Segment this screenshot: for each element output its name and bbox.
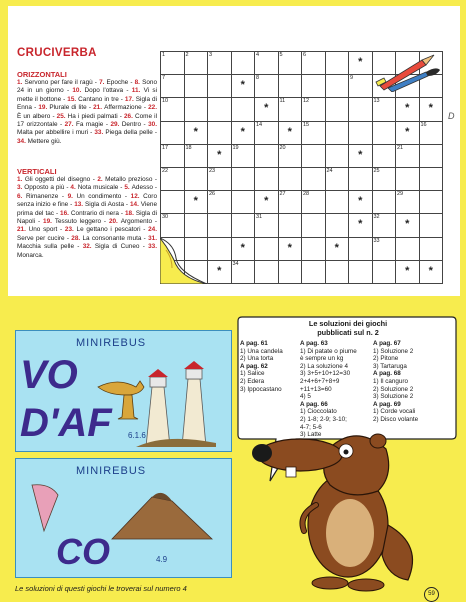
grid-cell[interactable] [302,122,326,145]
solution-item: 1) Salice [240,370,265,378]
lamp-and-lighthouses-icon [96,357,226,447]
grid-cell[interactable] [420,261,444,284]
grid-cell[interactable] [232,191,256,214]
solution-page-heading: A pag. 62 [240,362,268,370]
grid-cell[interactable] [185,214,209,237]
clue-text: Dopo l'ottava - [84,87,132,95]
grid-cell[interactable] [208,145,232,168]
solution-item: 2+4+6+7+8+9 [300,377,340,385]
cell-number: 5 [279,52,283,58]
clue-number: 10. [72,87,85,95]
grid-cell[interactable] [208,238,232,261]
solution-page-heading: A pag. 61 [240,340,268,347]
black-star-marker: * [264,102,269,115]
clue-text: Fa magie - [75,121,111,129]
cell-number: 11 [279,98,286,105]
clue-number: 13. [74,201,85,209]
black-star-marker: * [193,195,198,208]
solution-item: 2) Edera [240,377,265,385]
solution-page-heading: A pag. 63 [300,340,328,347]
black-star-marker: * [428,102,433,115]
grid-cell[interactable] [373,238,397,261]
black-star-marker: * [287,125,292,138]
grid-cell[interactable] [255,98,279,121]
clue-text: Serve per cucire - [17,234,72,242]
black-star-marker: * [193,125,198,138]
grid-cell[interactable] [255,238,279,261]
clue-text: Cantano in tre - [78,95,125,103]
clue-number: 18. [124,209,136,217]
solution-item: +11+13=60 [300,385,332,393]
cell-number: 14 [256,121,263,128]
across-heading: ORIZZONTALI [17,70,67,79]
cell-number: 3 [209,52,213,58]
down-clues [17,176,157,260]
black-star-marker: * [287,241,292,254]
solution-item: 2) Soluzione 2 [373,385,414,393]
clue-number: 33. [148,243,157,251]
clue-number: 6. [17,192,26,200]
pencil-brush-illustration [374,52,442,92]
black-star-marker: * [358,148,363,161]
cell-number: 27 [279,191,286,198]
grid-cell[interactable] [349,191,373,214]
clue-number: 15. [67,95,79,103]
grid-cell[interactable] [279,168,303,191]
black-star-marker: * [405,218,410,231]
grid-cell[interactable] [232,145,256,168]
cell-number: 29 [397,191,404,198]
grid-cell[interactable] [161,52,185,75]
clue-text: Coro senza inizio e fine - [17,192,157,209]
grid-cell[interactable] [302,238,326,261]
grid-cell[interactable] [255,261,279,284]
grid-cell[interactable] [349,145,373,168]
grid-cell[interactable] [161,168,185,191]
grid-cell[interactable] [255,145,279,168]
grid-cell[interactable] [255,52,279,75]
page-curl-illustration [160,238,207,284]
black-star-marker: * [358,218,363,231]
grid-cell[interactable] [373,191,397,214]
solution-item: 1) Il canguro [373,377,409,385]
cell-number: 10 [162,98,169,105]
minirebus-2-panel [15,458,232,578]
clue-number: 22. [148,104,157,112]
clue-number: 23. [64,226,77,234]
grid-cell[interactable] [349,238,373,261]
clue-number: 27. [64,121,76,129]
grid-cell[interactable] [232,238,256,261]
grid-cell[interactable] [396,98,420,121]
cell-number: 19 [232,144,239,151]
grid-cell[interactable] [208,75,232,98]
grid-cell[interactable] [208,214,232,237]
black-star-marker: * [217,148,222,161]
grid-cell[interactable] [326,52,350,75]
cell-number: 30 [162,214,169,221]
grid-cell[interactable] [302,145,326,168]
black-star-marker: * [217,264,222,277]
solution-item: 1) Una candela [240,347,283,355]
black-star-marker: * [334,241,339,254]
clue-number: 4. [70,184,78,192]
clue-number: 20. [108,218,121,226]
grid-cell[interactable] [185,168,209,191]
clue-text: Piega della pelle - [105,129,157,137]
solution-item: 3) Tartaruga [373,362,407,370]
grid-cell[interactable] [255,122,279,145]
solution-item: è sempre un kg [300,355,344,363]
clue-text: Nota musicale - [77,184,125,192]
cell-number: 22 [162,168,169,174]
black-star-marker: * [264,195,269,208]
cell-number: 34 [232,260,239,267]
clue-number: 25. [56,112,68,120]
clue-number: 31. [148,234,157,242]
minirebus-1-code: 6.1.6 [128,431,146,440]
solution-item: 3) Ippocastano [240,385,282,393]
grid-cell[interactable] [208,98,232,121]
clue-number: 26. [124,112,135,120]
grid-cell[interactable] [208,261,232,284]
grid-cell[interactable] [326,122,350,145]
black-star-marker: * [240,241,245,254]
grid-cell[interactable] [279,238,303,261]
grid-cell[interactable] [349,122,373,145]
clue-number: 2. [97,176,106,183]
grid-cell[interactable] [302,98,326,121]
grid-cell[interactable] [279,98,303,121]
grid-cell[interactable] [420,145,444,168]
grid-cell[interactable] [185,191,209,214]
clue-number: 24. [148,226,157,234]
margin-mark: D [448,111,455,121]
grid-cell[interactable] [161,145,185,168]
grid-cell[interactable] [208,122,232,145]
clue-number: 19. [38,104,50,112]
grid-cell[interactable] [161,214,185,237]
grid-cell[interactable] [396,238,420,261]
grid-cell[interactable] [302,191,326,214]
grid-cell[interactable] [279,145,303,168]
clue-text: Servono per fare il ragù - [24,79,100,86]
grid-cell[interactable] [396,168,420,191]
minirebus-2-code: 4.9 [156,555,168,564]
cell-number: 12 [303,98,310,105]
clue-text: Ha i piedi palmati - [67,112,124,120]
clue-text: Malta per abbellire i muri - [17,129,95,137]
clue-number: 5. [124,184,132,192]
grid-cell[interactable] [349,214,373,237]
grid-cell[interactable] [279,261,303,284]
grid-cell[interactable] [326,191,350,214]
clue-number: 12. [130,192,144,200]
clue-text: Sono 24 in un giorno - [17,79,158,95]
clue-number: 30. [148,121,157,129]
solution-page-heading: A pag. 69 [373,400,401,408]
cell-number: 21 [397,144,404,151]
grid-cell[interactable] [373,98,397,121]
grid-cell[interactable] [326,75,350,98]
grid-cell[interactable] [396,122,420,145]
grid-cell[interactable] [255,168,279,191]
clue-text: Plurale di lite - [49,104,94,112]
grid-cell[interactable] [255,75,279,98]
cell-number: 31 [256,214,263,221]
cell-number: 7 [162,75,166,82]
solution-item: 3) Soluzione 2 [373,393,414,401]
grid-cell[interactable] [185,98,209,121]
clue-text: Metallo prezioso - [105,176,158,183]
clue-text: Un condimento - [76,192,131,200]
clue-number: 1. [17,79,25,86]
grid-cell[interactable] [349,168,373,191]
clue-text: La consonante muta - [82,234,149,242]
grid-cell[interactable] [326,98,350,121]
clue-number: 14. [129,201,141,209]
clue-text: Rimanenze - [25,192,68,200]
clue-number: 28. [71,234,83,242]
cell-number: 26 [209,191,216,198]
solution-item: 1) Cioccolato [300,408,337,416]
grid-cell[interactable] [420,191,444,214]
solution-item: 4) 5 [300,393,311,401]
grid-cell[interactable] [279,52,303,75]
grid-cell[interactable] [208,191,232,214]
grid-cell[interactable] [420,122,444,145]
clue-number: 29. [110,121,122,129]
down-heading: VERTICALI [17,167,57,176]
grid-cell[interactable] [161,75,185,98]
solution-item: 3) Latte [300,431,322,439]
solution-item: 2) Disco volante [373,415,419,423]
solution-page-heading: A pag. 67 [373,340,401,347]
black-star-marker: * [405,264,410,277]
grid-cell[interactable] [373,122,397,145]
solution-item: 1) Soluzione 2 [373,347,414,355]
cell-number: 9 [350,75,354,82]
clue-number: 17. [124,95,136,103]
black-star-marker: * [240,79,245,92]
minirebus-1-title: MINIREBUS [76,337,147,349]
grid-cell[interactable] [396,214,420,237]
clue-number: 1. [17,176,25,183]
grid-cell[interactable] [185,52,209,75]
grid-cell[interactable] [185,122,209,145]
grid-cell[interactable] [208,52,232,75]
clue-text: Monarca. [17,251,44,259]
grid-cell[interactable] [208,168,232,191]
clue-text: Mettere giù. [27,137,62,145]
black-star-marker: * [358,195,363,208]
cell-number: 1 [162,52,166,58]
cell-number: 25 [373,168,380,174]
grid-cell[interactable] [326,168,350,191]
clue-text: Gli oggetti del disegno - [24,176,98,183]
grid-cell[interactable] [396,261,420,284]
grid-cell[interactable] [302,52,326,75]
solution-page-heading: A pag. 66 [300,400,328,408]
grid-cell[interactable] [373,214,397,237]
grid-cell[interactable] [279,75,303,98]
solution-item: 4-7; 5-6 [300,423,322,431]
grid-cell[interactable] [349,52,373,75]
clue-number: 11. [131,87,144,95]
clue-number: 9. [67,192,77,200]
solution-item: 2) 1-8; 2-9; 3-10; [300,415,347,423]
grid-cell[interactable] [255,214,279,237]
clue-text: Vi si mette il bottone - [17,87,158,103]
cell-number: 23 [209,168,216,174]
clue-text: Sigla di Napoli - [17,209,157,226]
grid-cell[interactable] [279,214,303,237]
grid-cell[interactable] [420,214,444,237]
clue-text: Macchia sulla pelle - [17,243,83,251]
minirebus-1-panel [15,330,232,452]
minirebus-1-letters-top: VO [20,353,78,397]
grid-cell[interactable] [326,145,350,168]
grid-cell[interactable] [232,168,256,191]
grid-cell[interactable] [326,214,350,237]
cell-number: 17 [162,144,169,151]
cell-number: 20 [279,144,286,151]
footer-note: Le soluzioni di questi giochi le troverai sul numero 4 [15,584,187,593]
icecream-and-volcano-icon [22,481,222,541]
grid-cell[interactable] [326,238,350,261]
grid-cell[interactable] [302,168,326,191]
clue-text: Contrario di nera - [70,209,125,217]
clue-number: 32. [82,243,95,251]
black-star-marker: * [405,102,410,115]
grid-cell[interactable] [232,75,256,98]
cell-number: 6 [303,52,307,58]
grid-cell[interactable] [185,75,209,98]
grid-cell[interactable] [396,191,420,214]
cell-number: 28 [303,191,310,198]
clue-number: 3. [17,184,25,192]
clue-text: Tessuto leggero - [54,218,109,226]
grid-cell[interactable] [232,52,256,75]
clue-text: Adesso - [131,184,158,192]
clue-number: 34. [17,137,28,145]
clue-number: 19. [43,218,55,226]
crossword-title: CRUCIVERBA [17,47,97,59]
clue-text: Le gettano i pescatori - [76,226,149,234]
grid-cell[interactable] [255,191,279,214]
clue-text: Affermazione - [104,104,149,112]
clue-text: Viene prima del tac - [17,201,158,217]
grid-cell[interactable] [302,75,326,98]
solution-item: 2) La soluzione 4 [300,362,348,370]
solution-page-heading: A pag. 68 [373,370,401,378]
solution-item: 1) Corde vocali [373,408,416,416]
grid-cell[interactable] [420,238,444,261]
cell-number: 15 [303,121,310,128]
clue-number: 16. [60,209,71,217]
clue-number: 33. [94,129,106,137]
black-star-marker: * [405,125,410,138]
grid-cell[interactable] [232,98,256,121]
grid-cell[interactable] [373,168,397,191]
cell-number: 16 [420,121,427,128]
black-star-marker: * [428,264,433,277]
black-star-marker: * [240,125,245,138]
clue-text: Sigla di Cuneo - [94,243,149,251]
grid-cell[interactable] [302,261,326,284]
clue-number: 21. [17,226,29,234]
minirebus-2-letters: CO [56,531,110,572]
cell-number: 18 [185,144,192,151]
cell-number: 8 [256,75,260,82]
grid-cell[interactable] [232,122,256,145]
page-number: 59 [424,587,439,602]
grid-cell[interactable] [232,214,256,237]
grid-cell[interactable] [161,191,185,214]
clue-text: Sigla di Aosta - [85,201,130,209]
black-star-marker: * [358,56,363,68]
solution-item: 3) 3+5+10+12=30 [300,370,351,378]
clue-text: Epoche - [106,79,135,86]
clue-text: Opposto a più - [24,184,71,192]
grid-cell[interactable] [349,98,373,121]
grid-cell[interactable] [326,261,350,284]
minirebus-1-letters-bottom: D'AF [20,401,112,445]
clue-number: 7. [99,79,107,86]
grid-cell[interactable] [420,168,444,191]
clue-text: Dentro - [121,121,149,129]
clue-text: Come il 17 orizzontale - [17,112,157,129]
grid-cell[interactable] [349,261,373,284]
solutions-title: Le soluzioni dei giochi pubblicati sul n. 2 [308,319,388,337]
minirebus-2-title: MINIREBUS [76,465,147,477]
grid-cell[interactable] [232,261,256,284]
cell-number: 4 [256,52,260,58]
grid-cell[interactable] [373,145,397,168]
grid-cell[interactable] [161,122,185,145]
grid-cell[interactable] [302,214,326,237]
solution-item: 2) Pitone [373,355,399,363]
clue-text: Argomento - [120,218,158,226]
clue-text: È un albero - [17,112,57,120]
grid-cell[interactable] [349,75,373,98]
solution-item: 1) Di patate o piume [300,347,357,355]
cell-number: 33 [373,237,380,244]
across-clues [17,79,157,146]
cell-number: 24 [326,168,333,174]
grid-cell[interactable] [279,122,303,145]
clue-number: 21. [93,104,105,112]
clue-text: Uno sport - [28,226,65,234]
clue-number: 8. [134,79,143,86]
grid-cell[interactable] [396,145,420,168]
grid-cell[interactable] [373,261,397,284]
cell-number: 2 [185,52,189,58]
grid-cell[interactable] [185,145,209,168]
grid-cell[interactable] [161,98,185,121]
grid-cell[interactable] [279,191,303,214]
grid-cell[interactable] [420,98,444,121]
clue-text: Sigla di Enna - [17,95,157,112]
cell-number: 32 [373,214,380,221]
beaver-mascot-illustration [238,405,428,595]
solution-item: 2) Una torta [240,355,274,363]
cell-number: 13 [373,98,380,105]
